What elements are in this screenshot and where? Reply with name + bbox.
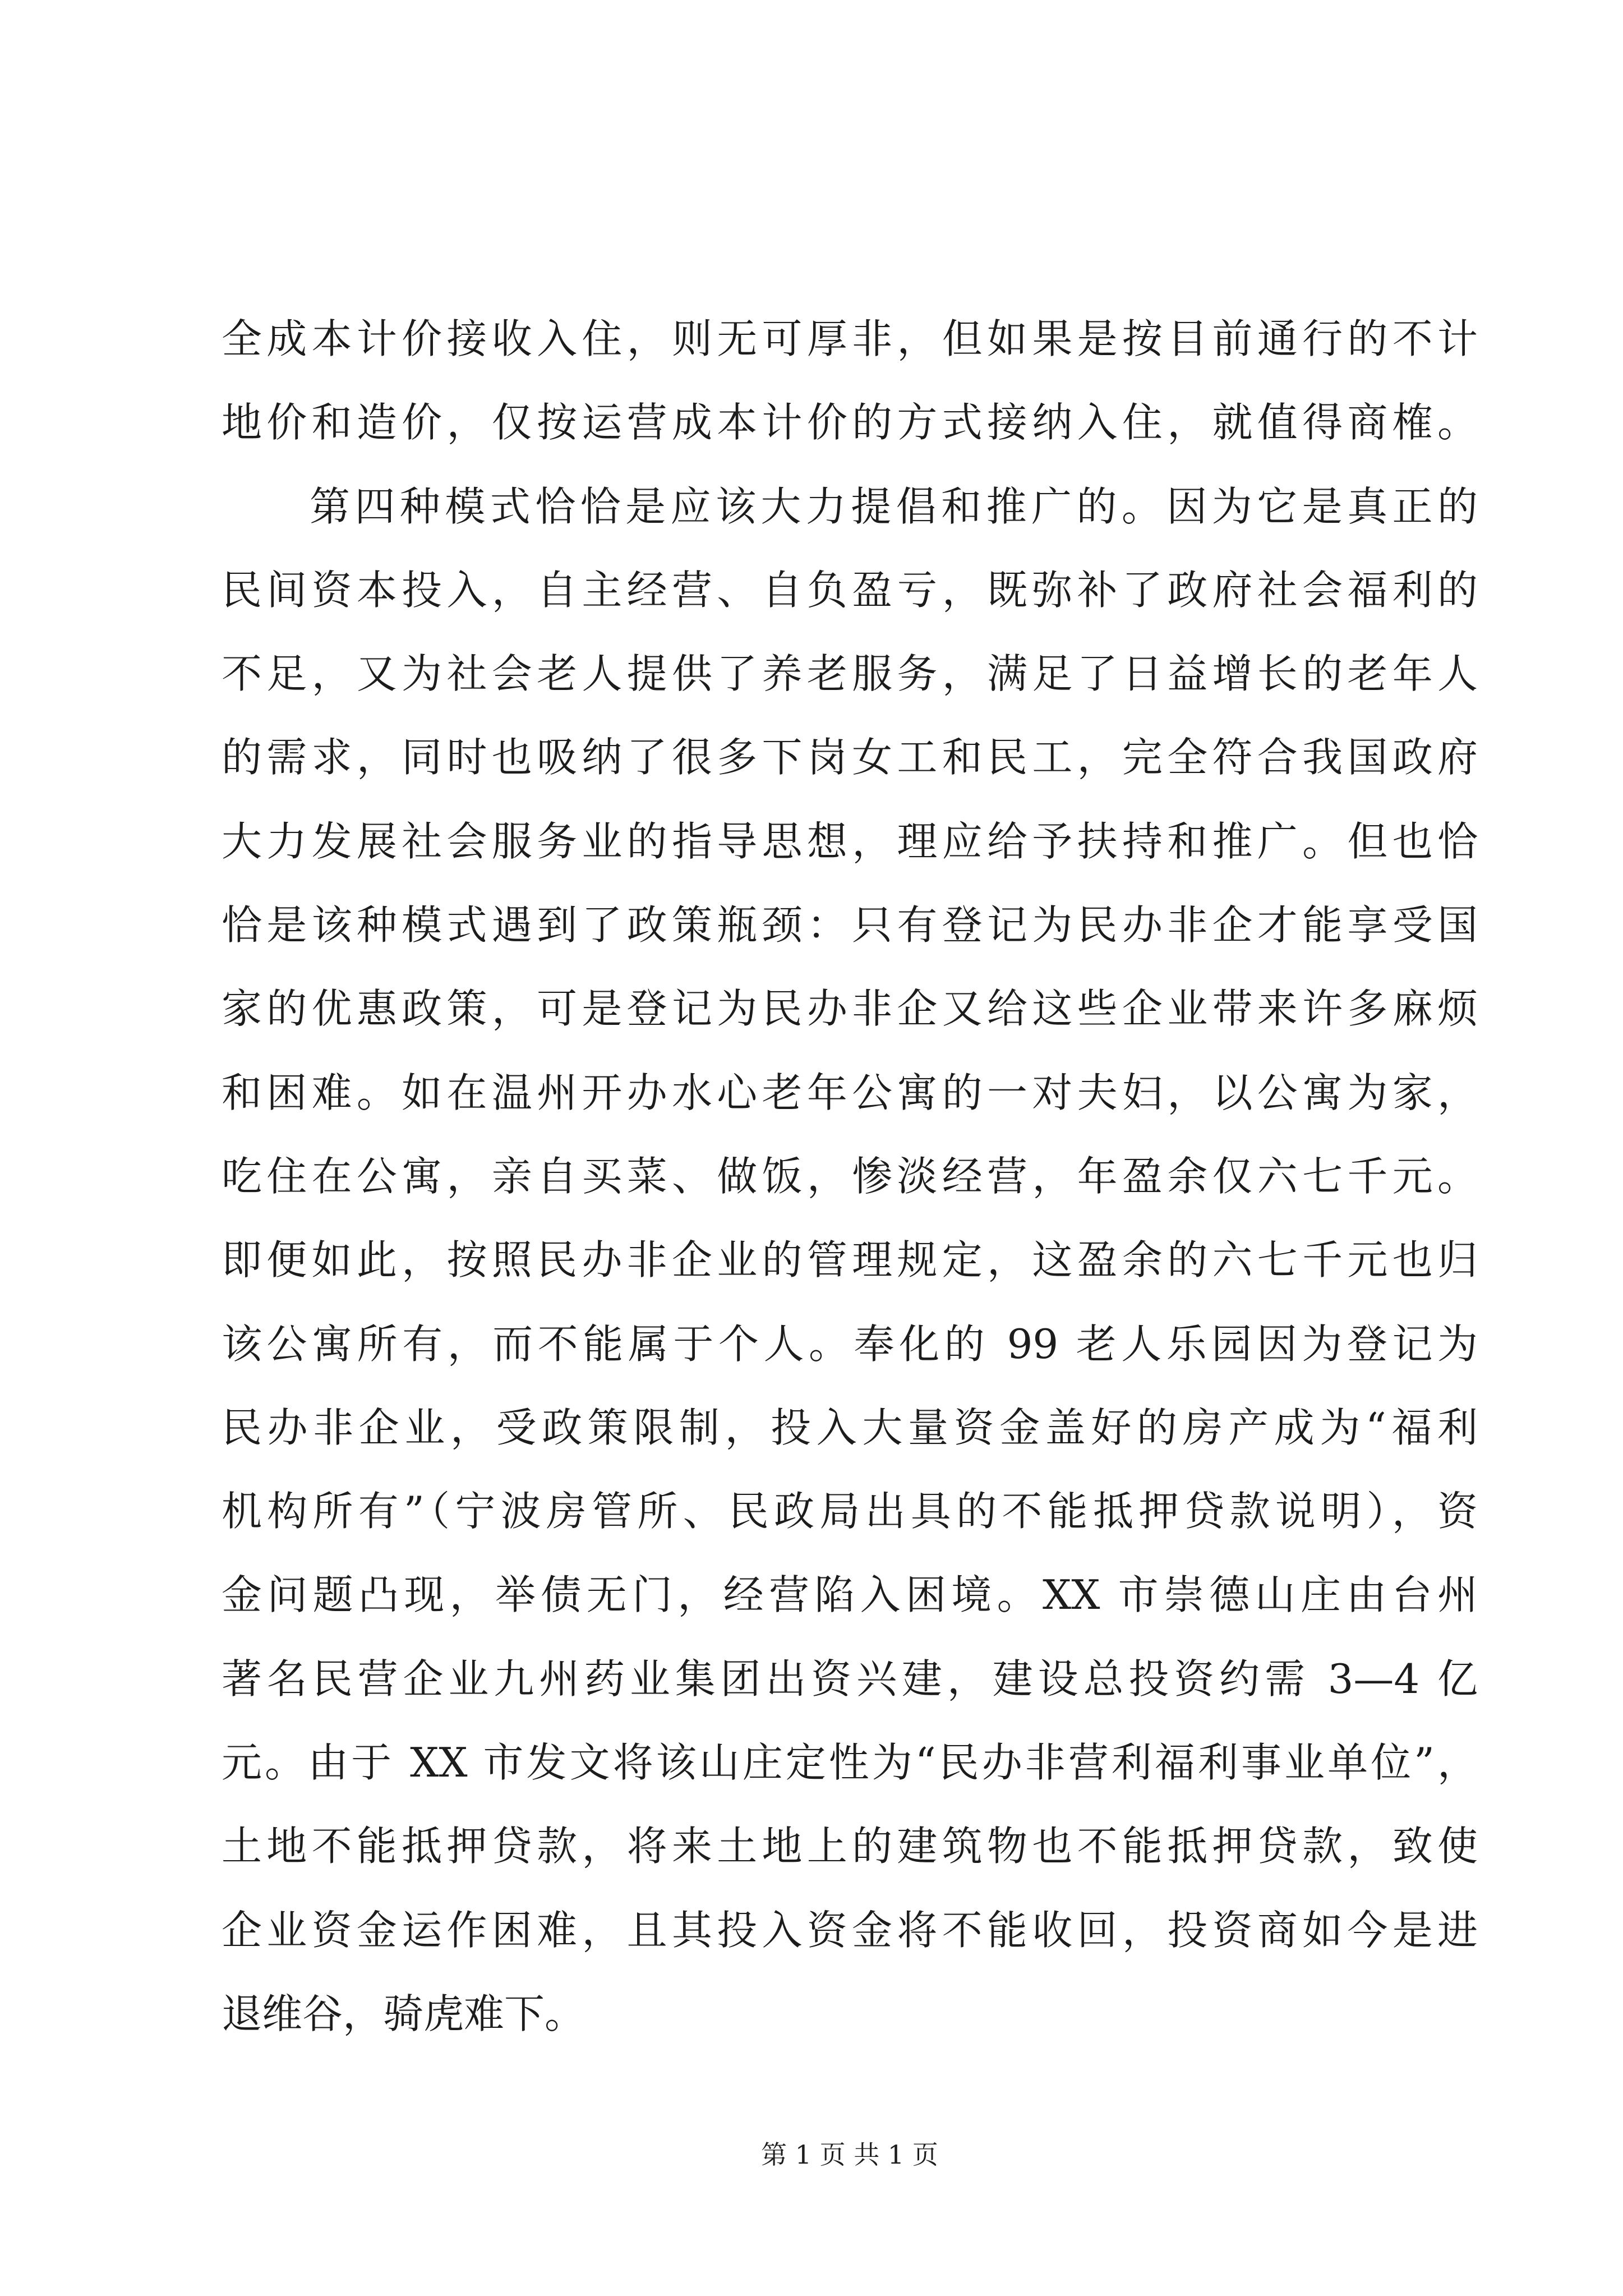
text-line: 大力发展社会服务业的指导思想，理应给予扶持和推广。但也恰 xyxy=(222,817,1478,865)
page-number-footer: 第 1 页 共 1 页 xyxy=(761,2139,938,2170)
text-line: 吃住在公寓，亲自买菜、做饭，惨淡经营，年盈余仅六七千元。 xyxy=(222,1152,1478,1200)
text-line: 恰是该种模式遇到了政策瓶颈：只有登记为民办非企才能享受国 xyxy=(222,901,1478,949)
text-line: 该公寓所有，而不能属于个人。奉化的 99 老人乐园因为登记为 xyxy=(222,1320,1478,1368)
paragraph-last-line: 退维谷，骑虎难下。 xyxy=(222,1990,585,2037)
text-line: 土地不能抵押贷款，将来土地上的建筑物也不能抵押贷款，致使 xyxy=(222,1823,1478,1870)
text-line: 民办非企业，受政策限制，投入大量资金盖好的房产成为“福利 xyxy=(222,1404,1478,1451)
text-line: 全成本计价接收入住，则无可厚非，但如果是按目前通行的不计 xyxy=(222,315,1478,362)
text-line: 元。由于 XX 市发文将该山庄定性为“民办非营利福利事业单位”， xyxy=(222,1739,1478,1787)
paragraph-first-line: 第四种模式恰恰是应该大力提倡和推广的。因为它是真正的 xyxy=(310,482,1478,530)
body-text xyxy=(222,297,1478,2056)
text-line: 金问题凸现，举债无门，经营陷入困境。XX 市崇德山庄由台州 xyxy=(222,1571,1478,1619)
text-line: 著名民营企业九州药业集团出资兴建，建设总投资约需 3—4 亿 xyxy=(222,1655,1478,1703)
text-line: 企业资金运作困难，且其投入资金将不能收回，投资商如今是进 xyxy=(222,1906,1478,1954)
text-line: 机构所有”（宁波房管所、民政局出具的不能抵押贷款说明），资 xyxy=(222,1488,1478,1535)
text-line: 家的优惠政策，可是登记为民办非企又给这些企业带来许多麻烦 xyxy=(222,985,1478,1033)
text-line: 即便如此，按照民办非企业的管理规定，这盈余的六七千元也归 xyxy=(222,1236,1478,1284)
text-line: 和困难。如在温州开办水心老年公寓的一对夫妇，以公寓为家， xyxy=(222,1069,1478,1116)
text-line: 的需求，同时也吸纳了很多下岗女工和民工，完全符合我国政府 xyxy=(222,734,1478,781)
text-line: 民间资本投入，自主经营、自负盈亏，既弥补了政府社会福利的 xyxy=(222,566,1478,614)
text-line: 地价和造价，仅按运营成本计价的方式接纳入住，就值得商榷。 xyxy=(222,399,1478,447)
text-line: 不足，又为社会老人提供了养老服务，满足了日益增长的老年人 xyxy=(222,650,1478,698)
